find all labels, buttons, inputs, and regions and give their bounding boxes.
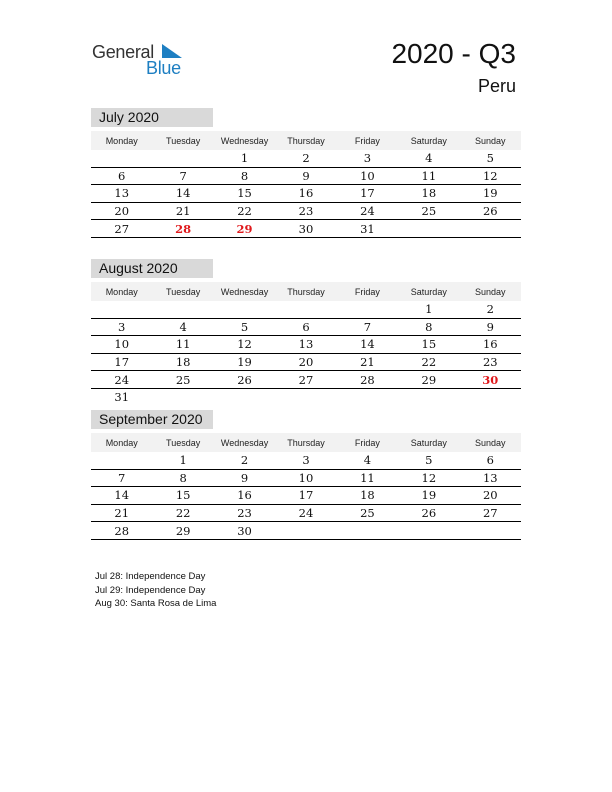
day-cell: 21 (337, 353, 398, 371)
day-cell: 1 (214, 150, 275, 167)
day-cell: 9 (460, 318, 521, 336)
day-cell: 13 (91, 185, 152, 203)
week-row (91, 220, 521, 238)
day-cell: 30 (460, 371, 521, 389)
calendar-table (91, 282, 521, 406)
day-cell: 7 (337, 318, 398, 336)
weekday-header: Thursday (275, 433, 336, 452)
day-cell: 23 (275, 202, 336, 220)
day-cell (398, 522, 459, 540)
day-cell: 27 (275, 371, 336, 389)
day-cell: 15 (398, 336, 459, 354)
holiday-note: Jul 29: Independence Day (95, 584, 206, 596)
month-title: July 2020 (91, 108, 213, 127)
day-cell: 7 (152, 167, 213, 185)
day-cell: 1 (152, 452, 213, 469)
weekday-header: Wednesday (214, 433, 275, 452)
day-cell: 28 (91, 522, 152, 540)
day-cell (337, 522, 398, 540)
week-row (91, 388, 521, 405)
week-row (91, 301, 521, 318)
day-cell: 10 (275, 469, 336, 487)
month-title: September 2020 (91, 410, 213, 429)
weekday-header: Tuesday (152, 131, 213, 150)
day-cell: 3 (275, 452, 336, 469)
day-cell (398, 220, 459, 238)
logo-text-blue: Blue (146, 58, 181, 78)
holiday-note: Jul 28: Independence Day (95, 571, 206, 582)
day-cell: 20 (91, 202, 152, 220)
weekday-header: Monday (91, 282, 152, 301)
month-september (91, 410, 521, 540)
day-cell: 10 (91, 336, 152, 354)
day-cell: 26 (214, 371, 275, 389)
week-row (91, 167, 521, 185)
day-cell: 26 (398, 504, 459, 522)
week-row (91, 522, 521, 540)
day-cell (275, 301, 336, 318)
day-cell: 17 (91, 353, 152, 371)
page-title: 2020 - Q3 (391, 38, 516, 69)
day-cell: 26 (460, 202, 521, 220)
weekday-header: Saturday (398, 282, 459, 301)
day-cell: 8 (152, 469, 213, 487)
day-cell: 17 (337, 185, 398, 203)
day-cell: 11 (152, 336, 213, 354)
day-cell: 18 (398, 185, 459, 203)
day-cell: 7 (91, 469, 152, 487)
day-cell: 27 (91, 220, 152, 238)
holiday-note: Aug 30: Santa Rosa de Lima (95, 598, 217, 609)
weekday-header: Thursday (275, 131, 336, 150)
day-cell: 5 (460, 150, 521, 167)
week-row (91, 504, 521, 522)
day-cell: 2 (275, 150, 336, 167)
day-cell: 4 (337, 452, 398, 469)
calendar-table (91, 433, 521, 540)
day-cell: 20 (275, 353, 336, 371)
weekday-header: Wednesday (214, 131, 275, 150)
day-cell: 6 (275, 318, 336, 336)
day-cell: 25 (398, 202, 459, 220)
day-cell (460, 220, 521, 238)
day-cell: 9 (214, 469, 275, 487)
week-row (91, 318, 521, 336)
weekday-header: Wednesday (214, 282, 275, 301)
day-cell: 11 (398, 167, 459, 185)
day-cell: 20 (460, 487, 521, 505)
day-cell (91, 452, 152, 469)
day-cell (152, 150, 213, 167)
week-row (91, 150, 521, 167)
day-cell: 14 (91, 487, 152, 505)
weekday-header: Friday (337, 131, 398, 150)
logo-text-general: General (92, 42, 154, 62)
day-cell: 10 (337, 167, 398, 185)
day-cell: 30 (275, 220, 336, 238)
day-cell: 19 (460, 185, 521, 203)
day-cell: 5 (398, 452, 459, 469)
day-cell: 15 (152, 487, 213, 505)
day-cell: 24 (337, 202, 398, 220)
day-cell: 23 (460, 353, 521, 371)
day-cell: 27 (460, 504, 521, 522)
weekday-header: Thursday (275, 282, 336, 301)
day-cell: 13 (460, 469, 521, 487)
day-cell (337, 388, 398, 405)
day-cell: 4 (398, 150, 459, 167)
weekday-header: Sunday (460, 131, 521, 150)
day-cell: 25 (152, 371, 213, 389)
weekday-header: Monday (91, 131, 152, 150)
week-row (91, 452, 521, 469)
day-cell (337, 301, 398, 318)
day-cell: 23 (214, 504, 275, 522)
day-cell: 3 (91, 318, 152, 336)
day-cell: 21 (91, 504, 152, 522)
day-cell (398, 388, 459, 405)
week-row (91, 487, 521, 505)
logo (92, 42, 192, 78)
day-cell: 4 (152, 318, 213, 336)
day-cell: 28 (152, 220, 213, 238)
day-cell: 22 (214, 202, 275, 220)
country-label: Peru (477, 76, 516, 96)
day-cell: 24 (91, 371, 152, 389)
day-cell: 12 (214, 336, 275, 354)
day-cell: 25 (337, 504, 398, 522)
weekday-header: Sunday (460, 433, 521, 452)
day-cell: 31 (337, 220, 398, 238)
holiday-notes (95, 570, 216, 611)
day-cell (460, 522, 521, 540)
day-cell: 19 (214, 353, 275, 371)
week-row (91, 185, 521, 203)
day-cell: 16 (275, 185, 336, 203)
day-cell: 29 (398, 371, 459, 389)
month-august (91, 259, 521, 406)
day-cell (214, 388, 275, 405)
day-cell: 24 (275, 504, 336, 522)
month-july (91, 108, 521, 238)
day-cell (275, 388, 336, 405)
day-cell (91, 150, 152, 167)
day-cell: 29 (152, 522, 213, 540)
day-cell: 3 (337, 150, 398, 167)
day-cell: 2 (460, 301, 521, 318)
day-cell: 2 (214, 452, 275, 469)
day-cell: 18 (337, 487, 398, 505)
day-cell: 19 (398, 487, 459, 505)
calendar-table (91, 131, 521, 238)
weekday-header: Saturday (398, 433, 459, 452)
day-cell: 6 (91, 167, 152, 185)
day-cell: 14 (337, 336, 398, 354)
day-cell: 16 (460, 336, 521, 354)
day-cell: 12 (460, 167, 521, 185)
day-cell: 13 (275, 336, 336, 354)
day-cell: 12 (398, 469, 459, 487)
day-cell: 22 (152, 504, 213, 522)
day-cell (152, 301, 213, 318)
day-cell: 11 (337, 469, 398, 487)
day-cell: 8 (398, 318, 459, 336)
day-cell (275, 522, 336, 540)
day-cell (214, 301, 275, 318)
day-cell: 30 (214, 522, 275, 540)
day-cell: 28 (337, 371, 398, 389)
day-cell (152, 388, 213, 405)
weekday-header: Tuesday (152, 282, 213, 301)
week-row (91, 202, 521, 220)
weekday-header: Saturday (398, 131, 459, 150)
weekday-header: Friday (337, 433, 398, 452)
weekday-header: Monday (91, 433, 152, 452)
day-cell: 31 (114, 390, 130, 405)
week-row (91, 469, 521, 487)
week-row (91, 371, 521, 389)
weekday-header: Friday (337, 282, 398, 301)
week-row (91, 353, 521, 371)
day-cell: 14 (152, 185, 213, 203)
day-cell: 18 (152, 353, 213, 371)
day-cell: 21 (152, 202, 213, 220)
day-cell (91, 301, 152, 318)
weekday-header: Sunday (460, 282, 521, 301)
month-title: August 2020 (91, 259, 213, 278)
weekday-header: Tuesday (152, 433, 213, 452)
day-cell (460, 388, 521, 405)
day-cell: 8 (214, 167, 275, 185)
day-cell: 17 (275, 487, 336, 505)
day-cell: 29 (214, 220, 275, 238)
day-cell: 22 (398, 353, 459, 371)
day-cell: 1 (398, 301, 459, 318)
day-cell: 6 (460, 452, 521, 469)
week-row (91, 336, 521, 354)
day-cell: 15 (214, 185, 275, 203)
day-cell: 5 (214, 318, 275, 336)
day-cell: 16 (214, 487, 275, 505)
day-cell: 9 (275, 167, 336, 185)
